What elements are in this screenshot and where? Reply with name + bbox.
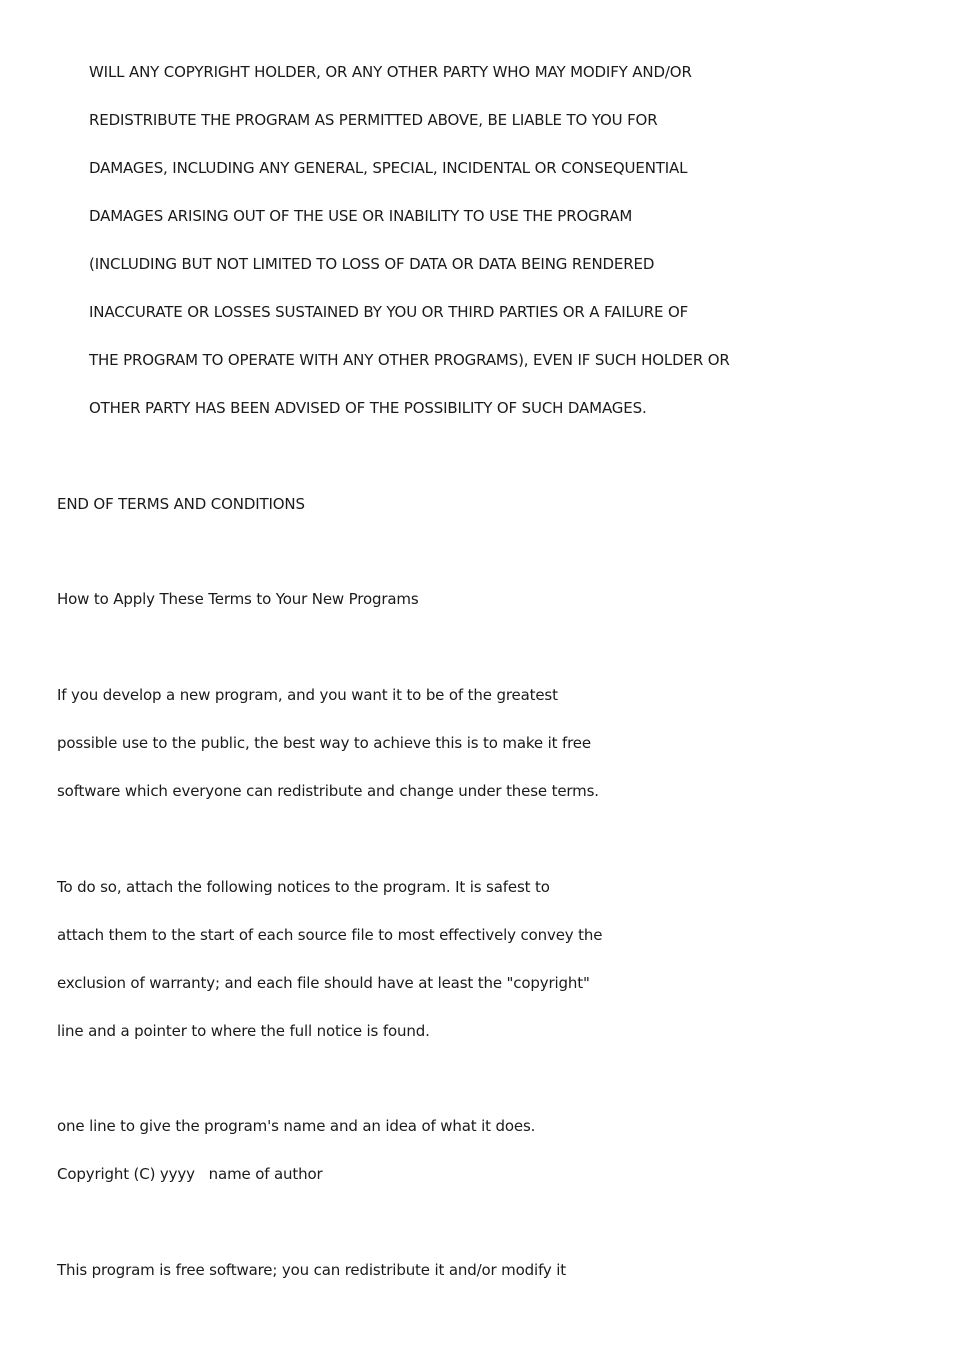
paragraph-line: If you develop a new program, and you want it to be of the greatest [57,686,558,704]
warranty-line: THE PROGRAM TO OPERATE WITH ANY OTHER PROGRAMS), EVEN IF SUCH HOLDER OR [89,351,730,369]
end-of-terms-heading: END OF TERMS AND CONDITIONS [57,495,305,513]
how-to-apply-heading: How to Apply These Terms to Your New Programs [57,590,419,608]
warranty-line: REDISTRIBUTE THE PROGRAM AS PERMITTED ABOVE, BE LIABLE TO YOU FOR [89,111,658,129]
paragraph-line: exclusion of warranty; and each file should have at least the "copyright" [57,974,590,992]
paragraph-line: line and a pointer to where the full notice is found. [57,1022,430,1040]
warranty-line: INACCURATE OR LOSSES SUSTAINED BY YOU OR THIRD PARTIES OR A FAILURE OF [89,303,689,321]
warranty-line: WILL ANY COPYRIGHT HOLDER, OR ANY OTHER PARTY WHO MAY MODIFY AND/OR [89,63,692,81]
warranty-line: DAMAGES, INCLUDING ANY GENERAL, SPECIAL, INCIDENTAL OR CONSEQUENTIAL [89,159,688,177]
paragraph-line: attach them to the start of each source file to most effectively convey the [57,926,603,944]
warranty-line: (INCLUDING BUT NOT LIMITED TO LOSS OF DATA OR DATA BEING RENDERED [89,255,655,273]
paragraph-line: possible use to the public, the best way to achieve this is to make it free [57,734,591,752]
paragraph-line: This program is free software; you can redistribute it and/or modify it [57,1261,567,1279]
paragraph-line: software which everyone can redistribute and change under these terms. [57,782,599,800]
warranty-line: DAMAGES ARISING OUT OF THE USE OR INABILITY TO USE THE PROGRAM [89,207,633,225]
paragraph-line: To do so, attach the following notices to the program. It is safest to [57,878,550,896]
copyright-line: Copyright (C) yyyy name of author [57,1165,323,1183]
warranty-line: OTHER PARTY HAS BEEN ADVISED OF THE POSSIBILITY OF SUCH DAMAGES. [89,399,647,417]
notice-line: one line to give the program's name and an idea of what it does. [57,1117,536,1135]
